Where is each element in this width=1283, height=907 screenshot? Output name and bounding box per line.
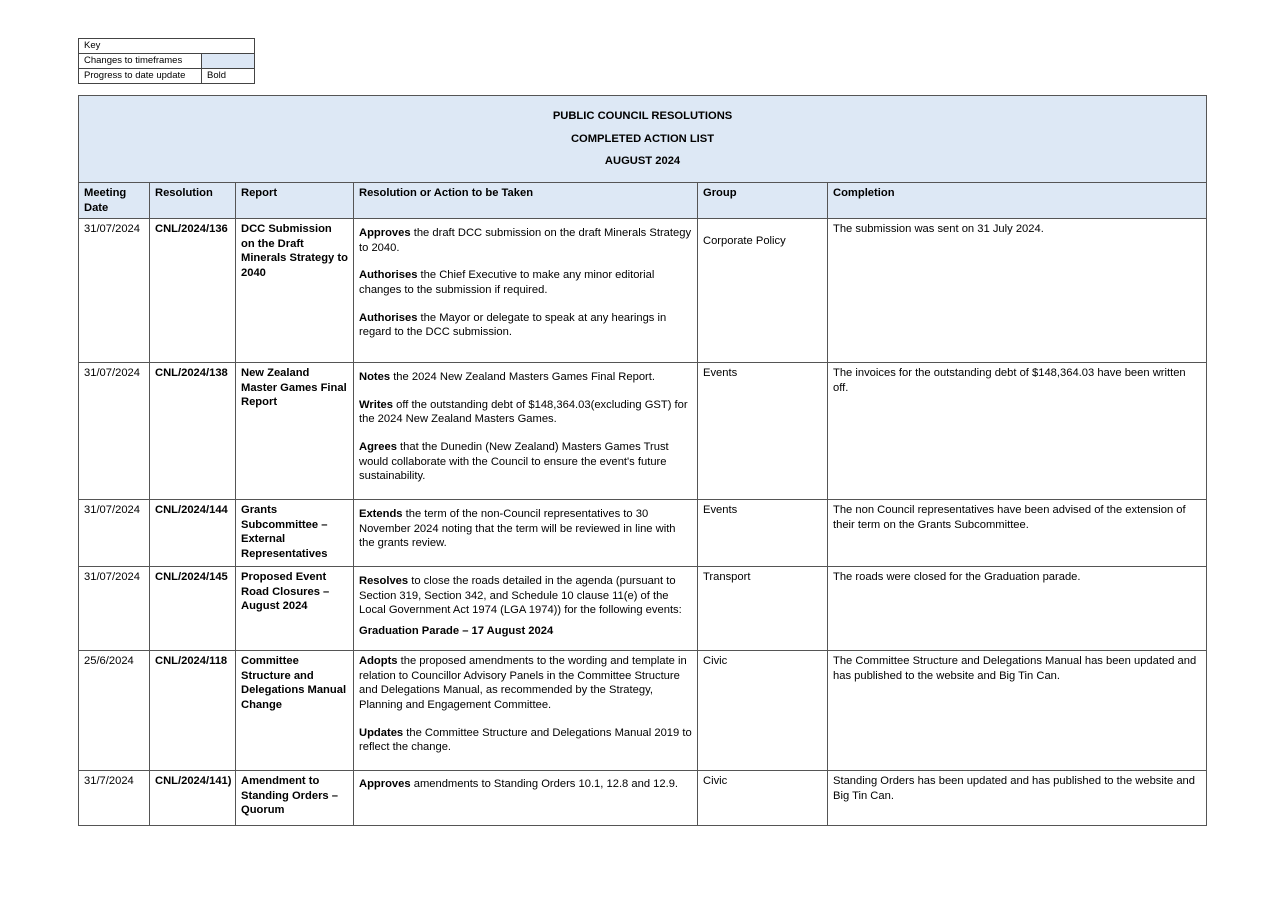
cell-group: Civic (698, 771, 828, 826)
cell-report: Proposed Event Road Closures – August 2024 (236, 567, 354, 651)
cell-report: DCC Submission on the Draft Minerals Strategy to 2040 (236, 219, 354, 363)
cell-group: Events (698, 500, 828, 567)
action-text: amendments to Standing Orders 10.1, 12.8 and 12.9. (410, 778, 679, 791)
cell-completion: The submission was sent on 31 July 2024. (828, 219, 1207, 363)
cell-action (354, 651, 698, 771)
action-paragraph (359, 574, 692, 618)
action-verb: Notes (359, 371, 391, 384)
cell-report: New Zealand Master Games Final Report (236, 363, 354, 500)
cell-completion: Standing Orders has been updated and has published to the website and Big Tin Can. (828, 771, 1207, 826)
key-value-progress: Bold (202, 69, 255, 84)
cell-resolution: CNL/2024/136 (150, 219, 236, 363)
action-paragraph (359, 654, 692, 712)
cell-report: Committee Structure and Delegations Manual Change (236, 651, 354, 771)
action-verb: Authorises (359, 311, 418, 324)
cell-completion: The roads were closed for the Graduation parade. (828, 567, 1207, 651)
action-paragraph (359, 440, 692, 484)
action-verb: Resolves (359, 575, 409, 588)
action-text: the Chief Executive to make any minor editorial changes to the submission if required. (359, 269, 655, 296)
col-header-date: Meeting Date (79, 183, 150, 219)
cell-group: Transport (698, 567, 828, 651)
action-paragraph (359, 507, 692, 551)
action-paragraph (359, 370, 692, 385)
action-text: to close the roads detailed in the agenda (pursuant to Section 319, Section 342, and Schedule 10 clause 11(e) of the Local Government Act 1974 (LGA 1974)) for the following events: (359, 575, 682, 617)
cell-resolution: CNL/2024/118 (150, 651, 236, 771)
action-verb: Approves (359, 227, 411, 240)
action-paragraph (359, 777, 692, 792)
cell-date: 31/07/2024 (79, 500, 150, 567)
title-line-3: AUGUST 2024 (604, 155, 681, 168)
cell-completion: The invoices for the outstanding debt of $148,364.03 have been written off. (828, 363, 1207, 500)
cell-group: Civic (698, 651, 828, 771)
action-paragraph (359, 726, 692, 755)
action-verb: Authorises (359, 269, 418, 282)
table-row (79, 219, 1207, 363)
key-title: Key (79, 39, 255, 54)
key-label-timeframes: Changes to timeframes (79, 54, 202, 69)
cell-action (354, 500, 698, 567)
table-row (79, 363, 1207, 500)
action-verb: Agrees (359, 440, 397, 453)
cell-date: 25/6/2024 (79, 651, 150, 771)
cell-group: Corporate Policy (698, 219, 828, 363)
cell-resolution: CNL/2024/141) (150, 771, 236, 826)
action-text: the Mayor or delegate to speak at any hearings in regard to the DCC submission. (359, 311, 667, 339)
action-text: the Committee Structure and Delegations Manual 2019 to reflect the change. (359, 726, 692, 754)
table-row (79, 771, 1207, 826)
cell-date: 31/07/2024 (79, 219, 150, 363)
table-row (79, 500, 1207, 567)
action-verb: Adopts (359, 655, 398, 668)
cell-action (354, 219, 698, 363)
cell-resolution: CNL/2024/145 (150, 567, 236, 651)
action-verb: Writes (359, 398, 393, 411)
key-swatch-timeframes (202, 54, 255, 69)
table-title (79, 96, 1207, 183)
col-header-action: Resolution or Action to be Taken (354, 183, 698, 219)
col-header-group: Group (698, 183, 828, 219)
action-text: the draft DCC submission on the draft Minerals Strategy to 2040. (359, 227, 692, 254)
action-paragraph (359, 311, 692, 340)
event-item: Graduation Parade – 17 August 2024 (359, 624, 554, 637)
action-text: the term of the non-Council representatives to 30 November 2024 noting that the term will be reviewed in line with the grants review. (359, 508, 676, 550)
cell-completion: The non Council representatives have been advised of the extension of their term on the Grants Subcommittee. (828, 500, 1207, 567)
action-paragraph (359, 398, 692, 427)
title-line-1: PUBLIC COUNCIL RESOLUTIONS (552, 110, 733, 123)
table-header-row (79, 183, 1207, 219)
cell-action (354, 567, 698, 651)
cell-action (354, 771, 698, 826)
action-verb: Updates (359, 726, 404, 739)
action-list-table (78, 95, 1207, 826)
col-header-resolution: Resolution (150, 183, 236, 219)
action-text: that the Dunedin (New Zealand) Masters Games Trust would collaborate with the Council to ensure the event's future sustainability. (359, 440, 669, 483)
action-text: off the outstanding debt of $148,364.03(excluding GST) for the 2024 New Zealand Masters Games. (359, 398, 688, 426)
action-text: the 2024 New Zealand Masters Games Final Report. (390, 371, 655, 384)
table-title-row (79, 96, 1207, 183)
table-row (79, 567, 1207, 651)
col-header-report: Report (236, 183, 354, 219)
key-label-progress: Progress to date update (79, 69, 202, 84)
title-line-2: COMPLETED ACTION LIST (570, 132, 715, 145)
col-header-completion: Completion (828, 183, 1207, 219)
action-text: the proposed amendments to the wording and template in relation to Councillor Advisory Panels in the Committee Structure and Delegations Manual, as recommended by the Strategy, Planning and Engagement Committee. (359, 655, 687, 711)
cell-date: 31/07/2024 (79, 363, 150, 500)
action-paragraph (359, 268, 692, 297)
cell-action (354, 363, 698, 500)
table-row (79, 651, 1207, 771)
cell-report: Amendment to Standing Orders – Quorum (236, 771, 354, 826)
cell-date: 31/07/2024 (79, 567, 150, 651)
cell-group: Events (698, 363, 828, 500)
action-verb: Approves (359, 778, 411, 791)
cell-report: Grants Subcommittee – External Representatives (236, 500, 354, 567)
action-verb: Extends (359, 508, 403, 521)
cell-resolution: CNL/2024/138 (150, 363, 236, 500)
key-legend (78, 38, 255, 84)
cell-date: 31/7/2024 (79, 771, 150, 826)
action-paragraph (359, 226, 692, 255)
cell-completion: The Committee Structure and Delegations Manual has been updated and has published to the website and Big Tin Can. (828, 651, 1207, 771)
cell-resolution: CNL/2024/144 (150, 500, 236, 567)
